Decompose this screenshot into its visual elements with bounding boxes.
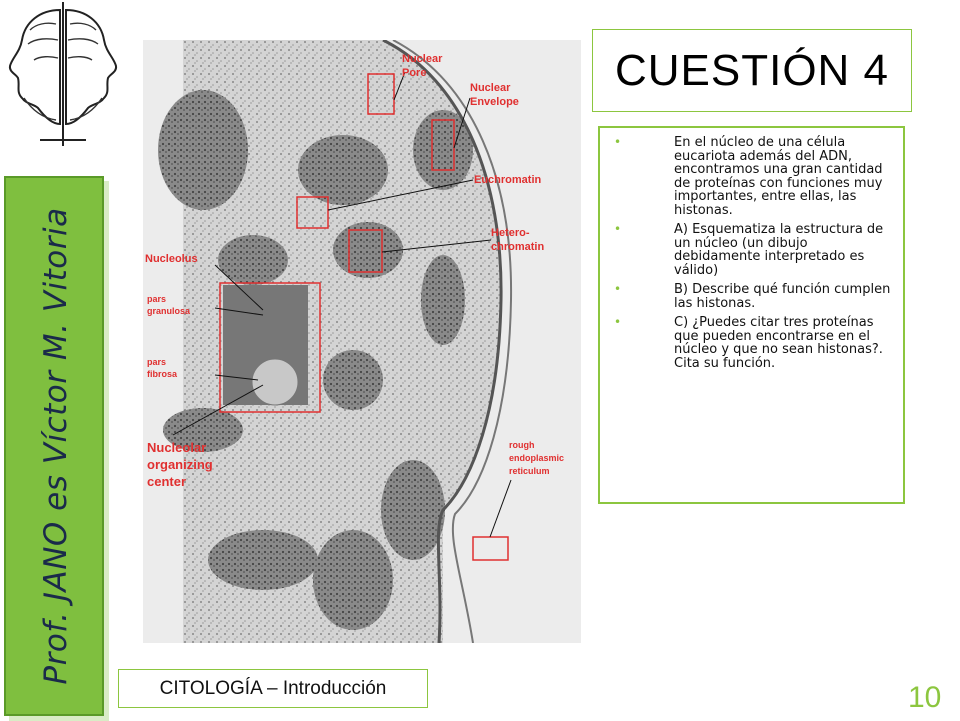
question-item: • B) Describe qué función cumplen las histonas. bbox=[614, 282, 891, 311]
label-euchromatin: Euchromatin bbox=[474, 174, 542, 186]
title-box bbox=[592, 29, 912, 112]
nucleolus bbox=[223, 285, 308, 405]
question-item: • En el núcleo de una célula eucariota además del ADN, encontramos una gran cantidad de proteínas con funciones muy importantes, entre ellas, las histonas. bbox=[614, 135, 883, 218]
slide-title: CUESTIÓN 4 bbox=[614, 45, 890, 95]
question-item: • A) Esquematiza la estructura de un núcleo (un dibujo debidamente interpretado es válido) bbox=[614, 222, 884, 278]
question-box bbox=[598, 126, 905, 504]
page-number: 10 bbox=[908, 681, 942, 714]
label-rough-er: rough endoplasmic reticulum bbox=[509, 440, 565, 476]
label-pars-fibrosa: pars fibrosa bbox=[147, 357, 178, 379]
bullet-icon: • bbox=[614, 135, 622, 149]
label-heterochromatin: Hetero-chromatin bbox=[491, 227, 545, 253]
bullet-icon: • bbox=[614, 222, 622, 236]
author-credit: Prof. JANO es Víctor M. Vitoria bbox=[38, 207, 74, 685]
bullet-icon: • bbox=[614, 282, 622, 296]
label-nucleolus: Nucleolus bbox=[145, 253, 198, 265]
question-item: • C) ¿Puedes citar tres proteínas que pueden encontrarse en el núcleo y que no sean histonas?. Cita su función. bbox=[614, 315, 883, 371]
label-nuclear-envelope: Nuclear Envelope bbox=[470, 82, 519, 108]
label-nucleolar-organizing-center: Nucleolar organizing center bbox=[147, 440, 213, 489]
label-pars-granulosa: pars granulosa bbox=[147, 294, 191, 316]
question-list bbox=[608, 136, 897, 370]
label-nuclear-pore: Nuclear Pore bbox=[402, 53, 443, 79]
nucleus-diagram bbox=[143, 40, 581, 643]
bullet-icon: • bbox=[614, 315, 622, 329]
footer-section-label: CITOLOGÍA – Introducción bbox=[118, 669, 428, 708]
janus-head-icon bbox=[0, 0, 130, 150]
